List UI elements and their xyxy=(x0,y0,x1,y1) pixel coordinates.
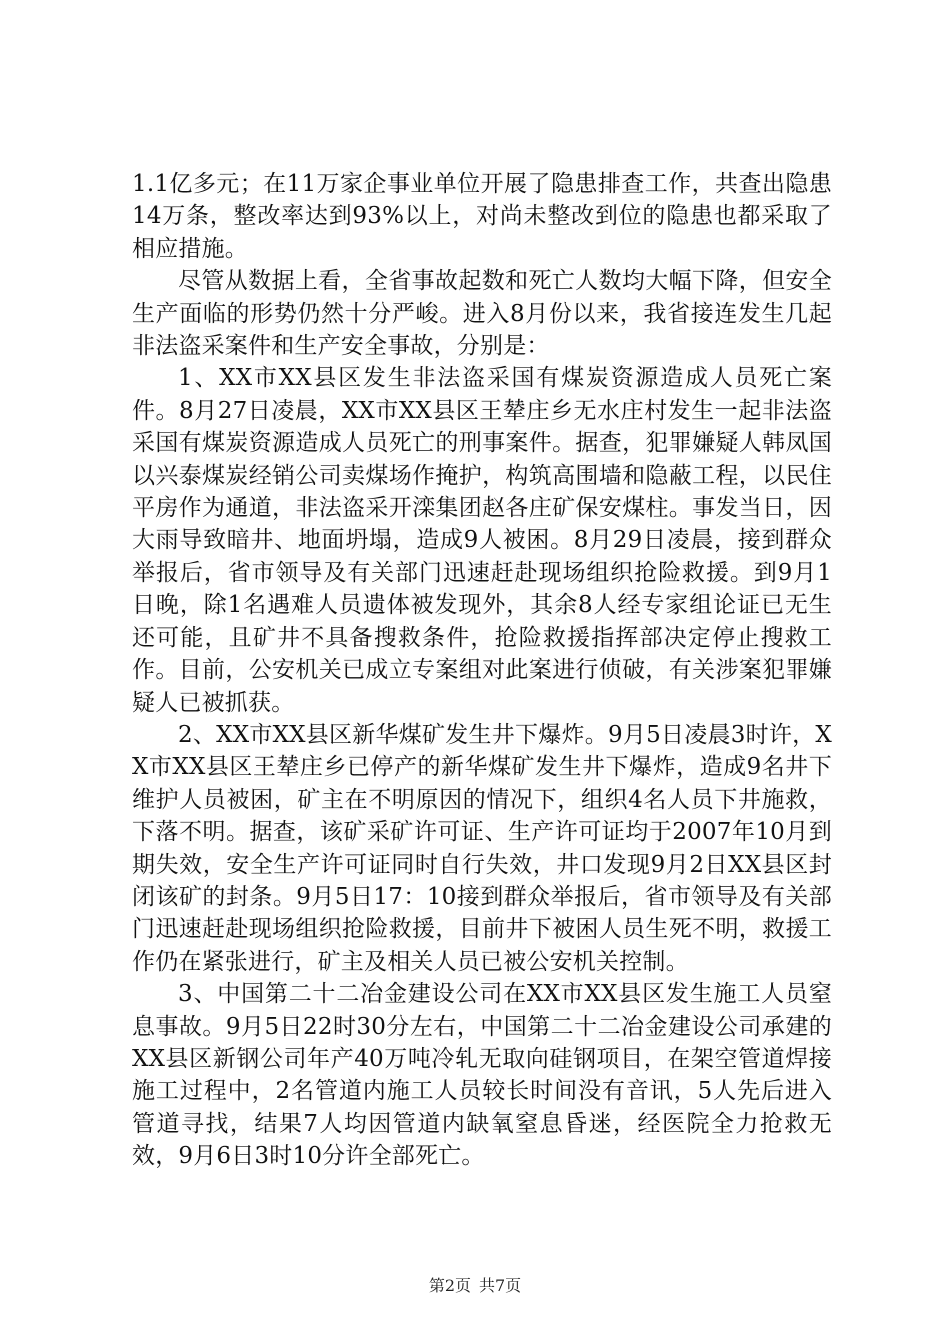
paragraph-situation: 尽管从数据上看，全省事故起数和死亡人数均大幅下降，但安全生产面临的形势仍然十分严峻。进入8月份以来，我省接连发生几起非法盗采案件和生产安全事故，分别是： xyxy=(132,268,832,360)
paragraph-case-3: 3、中国第二十二冶金建设公司在XX市XX县区发生施工人员窒息事故。9月5日22时30分左右，中国第二十二冶金建设公司承建的XX县区新钢公司年产40万吨冷轧无取向硅钢项目，在架空管道焊接施工过程中，2名管道内施工人员较长时间没有音讯，5人先后进入管道寻找，结果7人均因管道内缺氧窒息昏迷，经医院全力抢救无效，9月6日3时10分许全部死亡。 xyxy=(132,981,832,1170)
page-footer xyxy=(0,1276,950,1296)
page-total: 共7页 xyxy=(479,1276,522,1295)
paragraph-case-1: 1、XX市XX县区发生非法盗采国有煤炭资源造成人员死亡案件。8月27日凌晨，XX市XX县区王辇庄乡无水庄村发生一起非法盗采国有煤炭资源造成人员死亡的刑事案件。据查，犯罪嫌疑人韩凤国以兴泰煤炭经销公司卖煤场作掩护，构筑高围墙和隐蔽工程，以民住平房作为通道，非法盗采开滦集团赵各庄矿保安煤柱。事发当日，因大雨导致暗井、地面坍塌，造成9人被困。8月29日凌晨，接到群众举报后，省市领导及有关部门迅速赶赴现场组织抢险救援。到9月1日晚，除1名遇难人员遗体被发现外，其余8人经专家组论证已无生还可能，且矿井不具备搜救条件，抢险救援指挥部决定停止搜救工作。目前，公安机关已成立专案组对此案进行侦破，有关涉案犯罪嫌疑人已被抓获。 xyxy=(132,365,832,716)
document-body xyxy=(132,168,832,1173)
page-number: 第2页 xyxy=(428,1276,471,1295)
paragraph-case-2: 2、XX市XX县区新华煤矿发生井下爆炸。9月5日凌晨3时许，XX市XX县区王辇庄乡已停产的新华煤矿发生井下爆炸，造成9名井下维护人员被困，矿主在不明原因的情况下，组织4名人员下井施救，下落不明。据查，该矿采矿许可证、生产许可证均于2007年10月到期失效，安全生产许可证同时自行失效，井口发现9月2日XX县区封闭该矿的封条。9月5日17：10接到群众举报后，省市领导及有关部门迅速赶赴现场组织抢险救援，目前井下被困人员生死不明，救援工作仍在紧张进行，矿主及相关人员已被公安机关控制。 xyxy=(132,721,832,975)
paragraph-continuation: 1.1亿多元；在11万家企事业单位开展了隐患排查工作，共查出隐患14万条，整改率达到93%以上，对尚未整改到位的隐患也都采取了相应措施。 xyxy=(132,171,832,262)
